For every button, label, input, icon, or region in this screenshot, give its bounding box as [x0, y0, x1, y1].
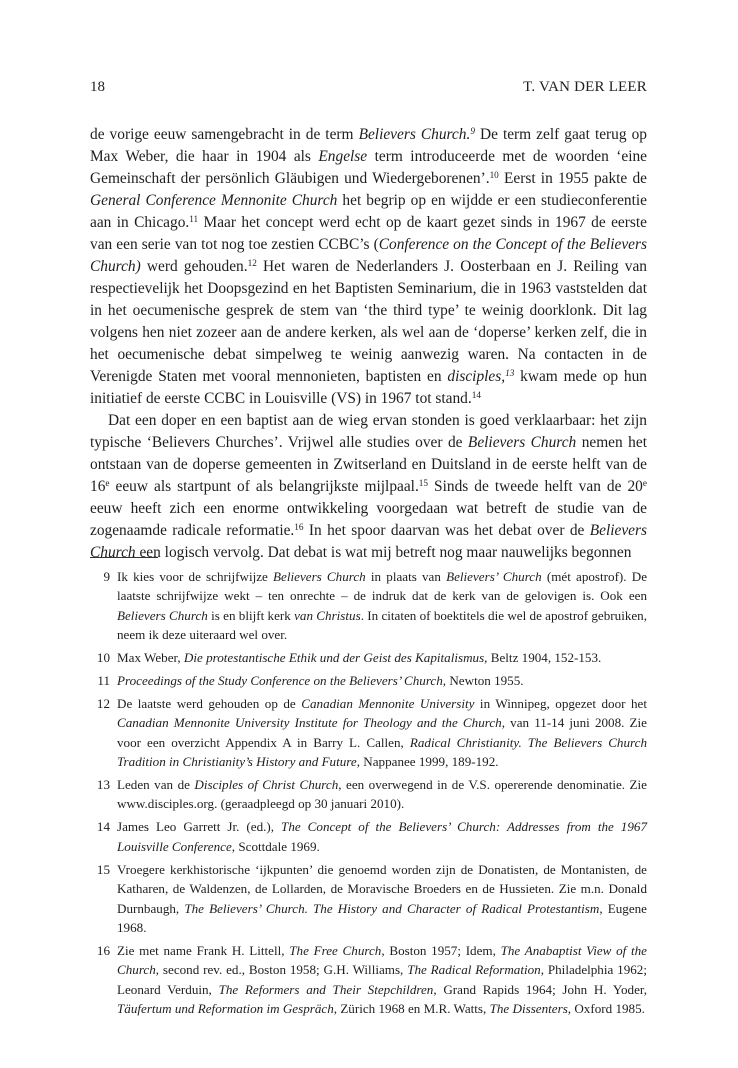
text-run: De term zelf gaat terug op Max Weber, die haar in 1904 als: [90, 126, 647, 165]
italic-text: Disciples of Christ Church: [194, 777, 339, 793]
text-run: Newton 1955.: [446, 673, 524, 689]
italic-text: Believers Church: [90, 522, 647, 561]
text-run: Beltz 1904, 152-153.: [487, 650, 602, 666]
footnote-reference: 14: [471, 389, 481, 400]
italic-text: Canadian Mennonite University: [301, 695, 475, 711]
footnote: [90, 694, 647, 772]
footnote: [90, 941, 647, 1019]
text-run: kwam mede op hun initiatief de eerste CCBC in Louisville (VS) in 1967 tot stand.: [90, 368, 647, 407]
text-run: het begrip op en wijdde er een studieconferentie aan in Chicago.: [90, 192, 647, 231]
footnote: [90, 567, 647, 645]
italic-text: Engelse: [318, 148, 368, 165]
footnote: [90, 671, 647, 690]
text-run: Eerst in 1955 pakte de: [498, 170, 647, 187]
text-run: De laatste werd gehouden op de: [117, 695, 302, 711]
italic-text: Conference on the Concept of the Believers Church): [90, 236, 647, 275]
text-run: eeuw heeft zich een enorme ontwikkeling voorgedaan wat betreft de studie van de zogenaamde radicale reformatie.: [90, 500, 647, 539]
footnote-number: 9: [103, 569, 110, 584]
text-run: Vroegere kerkhistorische ‘ijkpunten’ die genoemd worden zijn de Donatisten, de Montanisten, de Katharen, de Waldenzen, de Lollarden, de Moravische Broeders en de Hussieten. Zie m.n. Donald Durnbaugh,: [117, 861, 647, 916]
text-run: In het spoor daarvan was het debat over de: [303, 522, 590, 539]
footnote-number: 15: [96, 861, 110, 877]
text-run: Het waren de Nederlanders J. Oosterbaan en J. Reiling van respectievelijk het Doopsgezind en het Baptisten Seminarium, die in 1963 vaststelden dat in het oecumenische gesprek de stem van ‘the third type’ te weinig doorklonk. Dit lag volgens hen niet zozeer aan de andere kerken, als wel aan de ‘doperse’ kerken zelf, die in het oecumenische debat simpelweg te weinig aanwezig waren. Na contacten in de Verenigde Staten met vooral mennonieten, baptisten en: [90, 258, 647, 385]
running-head: T. VAN DER LEER: [523, 79, 647, 95]
footnote-number: 10: [96, 650, 110, 666]
text-run: nemen het ontstaan van de doperse gemeenten in Zwitserland en Duitsland in de eerste helft van de 16: [90, 434, 647, 495]
text-run: Philadelphia 1962; Leonard Verduin,: [117, 962, 647, 997]
text-run: Leden van de: [117, 777, 195, 793]
footnote-number: 13: [96, 777, 110, 793]
paragraph: [90, 410, 647, 564]
text-run: , Eugene 1968.: [117, 900, 647, 935]
italic-text: disciples,: [447, 368, 506, 385]
text-run: eeuw als startpunt of als belangrijkste mijlpaal.: [109, 478, 419, 495]
italic-text: General Conference Mennonite Church: [90, 192, 338, 209]
text-run: term introduceerde met de woorden ‘eine Gemeinschaft der persönlich Gläubigen und Wiedergeborenen’.: [90, 148, 648, 187]
text-run: . In citaten of boektitels die wel de apostrof gebruiken, neem ik deze uiteraard wel over.: [117, 607, 648, 643]
italic-text: The Free Church: [289, 942, 382, 958]
footnote-reference: 16: [294, 521, 304, 532]
text-run: werd gehouden.: [140, 258, 248, 275]
text-run: James Leo Garrett Jr. (ed.),: [117, 819, 282, 835]
text-run: , Zürich 1968 en M.R. Watts,: [333, 1001, 490, 1017]
footnote-reference: 13: [505, 367, 515, 378]
italic-text: Believers Church.: [358, 126, 471, 143]
footnote-reference: 9: [470, 125, 475, 136]
text-run: , Scottdale 1969.: [231, 838, 320, 854]
footnote-number: 16: [96, 942, 110, 958]
text-run: Grand Rapids 1964; John H. Yoder,: [436, 981, 648, 997]
italic-text: Believers’ Church: [446, 569, 542, 584]
footnotes: [90, 567, 647, 1022]
footnote-number: 11: [97, 673, 110, 689]
text-run: de vorige eeuw samengebracht in de term: [90, 126, 359, 143]
footnote: [90, 775, 647, 814]
italic-text: The Dissenters,: [489, 1001, 572, 1017]
text-run: Maar het concept werd echt op de kaart gezet sinds in 1967 de eerste van een serie van tot nog toe zestien CCBC’s (: [90, 214, 647, 253]
text-run: Sinds de tweede helft van de 20: [428, 478, 643, 495]
footnote-number: 12: [96, 695, 110, 711]
paragraph: [90, 124, 647, 410]
italic-text: Die protestantische Ethik und der Geist des Kapitalismus,: [183, 650, 488, 666]
italic-text: Canadian Mennonite University Institute for Theology and the Church: [117, 715, 502, 731]
text-run: , Boston 1957; Idem,: [381, 942, 501, 958]
text-run: , van 11-14 juni 2008. Zie voor een overzicht Appendix A in Barry L. Callen,: [117, 715, 647, 750]
text-run: Zie met name Frank H. Littell,: [117, 942, 290, 958]
footnote: [90, 648, 647, 667]
italic-text: The Concept of the Believers’ Church: Addresses from the 1967 Louisville Conference: [117, 819, 647, 854]
text-run: Dat een doper en een baptist aan de wieg ervan stonden is goed verklaarbaar: het zijn typische ‘Believers Churches’. Vrijwel alle studies over de: [90, 412, 647, 451]
footnote-reference: 10: [489, 169, 499, 180]
footnote-reference: e: [642, 477, 647, 488]
italic-text: Radical Christianity. The Believers Church Tradition in Christianity’s History and Future,: [117, 734, 647, 770]
page-number: 18: [90, 79, 105, 95]
text-run: Max Weber,: [117, 650, 184, 666]
italic-text: The Reformers and Their Stepchildren,: [218, 981, 437, 997]
footnote-reference: 11: [189, 213, 199, 224]
text-run: Nappanee 1999, 189-192.: [360, 754, 499, 770]
footnote: [90, 860, 647, 938]
italic-text: Believers Church: [273, 569, 366, 584]
footnote-reference: 15: [418, 477, 429, 488]
text-run: in Winnipeg, opgezet door het: [474, 695, 647, 711]
footnote-separator: [90, 557, 158, 558]
italic-text: Believers Church: [117, 607, 208, 623]
italic-text: Believers Church: [467, 434, 577, 451]
text-run: (mét apostrof). De laatste schrijfwijze wekt – ten onrechte – de indruk dat de kerk van de gelovigen is. Ook een: [117, 569, 647, 604]
footnote-number: 14: [96, 819, 110, 835]
text-run: Ik kies voor de schrijfwijze: [117, 569, 274, 584]
italic-text: van Christus: [294, 607, 361, 623]
body-text: [90, 124, 647, 564]
text-run: Oxford 1985.: [571, 1001, 645, 1017]
text-run: een logisch vervolg. Dat debat is wat mij betreft nog maar nauwelijks begonnen: [135, 544, 632, 561]
page-header: [90, 79, 647, 101]
text-run: , second rev. ed., Boston 1958; G.H. Williams,: [155, 962, 408, 978]
text-run: is en blijft kerk: [207, 607, 295, 623]
italic-text: Proceedings of the Study Conference on the Believers’ Church,: [117, 673, 447, 689]
italic-text: The Radical Reformation,: [407, 962, 544, 978]
text-run: in plaats van: [365, 569, 447, 584]
footnote: [90, 817, 647, 856]
footnote-reference: e: [105, 477, 110, 488]
italic-text: Täufertum und Reformation im Gespräch: [117, 1001, 334, 1017]
text-run: , een overwegend in de V.S. opererende denominatie. Zie www.disciples.org. (geraadpleegd op 30 januari 2010).: [117, 777, 647, 812]
italic-text: The Anabaptist View of the Church: [117, 942, 647, 978]
italic-text: The Believers’ Church. The History and Character of Radical Protestantism: [184, 900, 600, 916]
footnote-reference: 12: [247, 257, 257, 268]
